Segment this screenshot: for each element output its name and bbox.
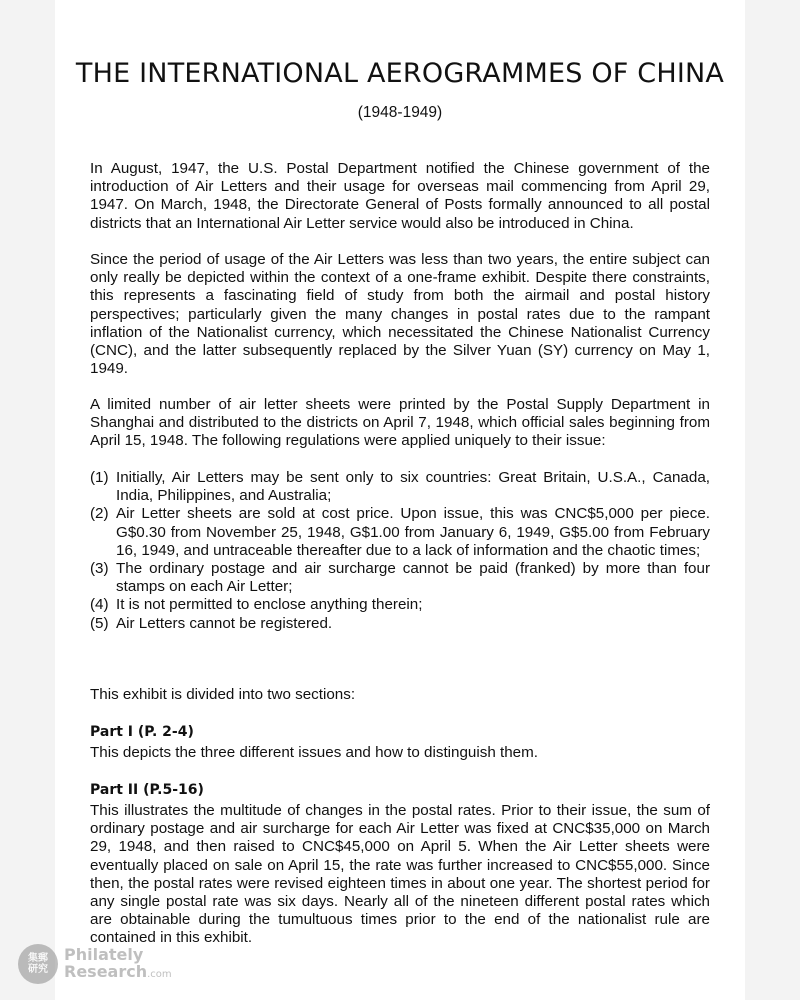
watermark-brand-line1: Philately	[64, 944, 144, 964]
list-item-number: (2)	[90, 505, 109, 523]
list-item	[90, 615, 710, 633]
watermark-brand-line2	[64, 963, 172, 983]
page-title: THE INTERNATIONAL AEROGRAMMES OF CHINA	[75, 58, 725, 89]
sections-intro: This exhibit is divided into two sections:	[90, 686, 356, 703]
watermark-seal-icon	[18, 944, 58, 984]
part2-text: This illustrates the multitude of changes in the postal rates. Prior to their issue, the sum of ordinary postage and air surcharge for each Air Letter was fixed at CNC$35,000 on March 29, 1948, and then raised to CNC$45,000 on April 5. When the Air Letter sheets were eventually placed on sale on April 15, the rate was further increased to CNC$55,000. Since then, the postal rates were revised eighteen times in about one year. The shortest period for any single postal rate was six days. Nearly all of the nineteen different postal rates which are obtainable during the tumultuous times prior to the end of the nationalist rule are contained in this exhibit.	[90, 802, 710, 947]
part2-heading: Part II (P.5-16)	[90, 782, 204, 798]
part1-heading: Part I (P. 2-4)	[90, 724, 194, 740]
issue-paragraph: A limited number of air letter sheets were printed by the Postal Supply Department in Shanghai and distributed to the districts on April 7, 1948, which official sales beginning from April 15, 1948. The following regulations were applied uniquely to their issue:	[90, 396, 710, 450]
list-item-number: (1)	[90, 469, 109, 486]
document-page	[55, 0, 745, 1000]
list-item	[90, 505, 710, 560]
part1-text: This depicts the three different issues and how to distinguish them.	[90, 744, 539, 761]
list-item-text: It is not permitted to enclose anything therein;	[116, 596, 423, 614]
intro-paragraph: In August, 1947, the U.S. Postal Department notified the Chinese government of the introduction of Air Letters and their usage for overseas mail commencing from April 29, 1947. On March, 1948, the Directorate General of Posts formally announced to all postal districts that an International Air Letter service would also be introduced in China.	[90, 160, 710, 232]
watermark-brand-suffix: .com	[147, 968, 172, 980]
list-item	[90, 560, 710, 596]
list-item-text: Air Letters cannot be registered.	[116, 614, 333, 632]
watermark-brand-name: Research	[64, 961, 148, 981]
watermark-brand	[64, 946, 172, 983]
watermark-seal-line2: 研究	[28, 964, 48, 975]
list-item-text: Air Letter sheets are sold at cost price. Upon issue, this was CNC$5,000 per piece. G$0.30 from November 25, 1948, G$1.00 from January 6, 1949, G$5.00 from February 16, 1949, and untraceable thereafter due to a lack of information and the chaotic times;	[116, 505, 710, 559]
list-item	[90, 596, 710, 614]
list-item-text: Initially, Air Letters may be sent only to six countries: Great Britain, U.S.A., Canada, India, Philippines, and Australia;	[116, 469, 710, 505]
list-item-number: (5)	[90, 614, 109, 632]
context-paragraph: Since the period of usage of the Air Letters was less than two years, the entire subject can only really be depicted within the context of a one-frame exhibit. Despite there constraints, this represents a fascinating field of study from both the airmail and postal history perspectives; particularly given the many changes in postal rates due to the rampant inflation of the Nationalist currency, which necessitated the Chinese Nationalist Currency (CNC), and the latter subsequently replaced by the Silver Yuan (SY) currency on May 1, 1949.	[90, 251, 710, 378]
watermark-seal-line1: 集郵	[28, 953, 48, 964]
list-item-text: The ordinary postage and air surcharge cannot be paid (franked) by more than four stamps on each Air Letter;	[116, 560, 710, 596]
watermark-logo	[18, 944, 172, 984]
list-item-number: (4)	[90, 596, 109, 614]
list-item	[90, 469, 710, 505]
regulations-list	[90, 469, 710, 633]
list-item-number: (3)	[90, 560, 109, 578]
page-subtitle: (1948-1949)	[357, 104, 443, 121]
